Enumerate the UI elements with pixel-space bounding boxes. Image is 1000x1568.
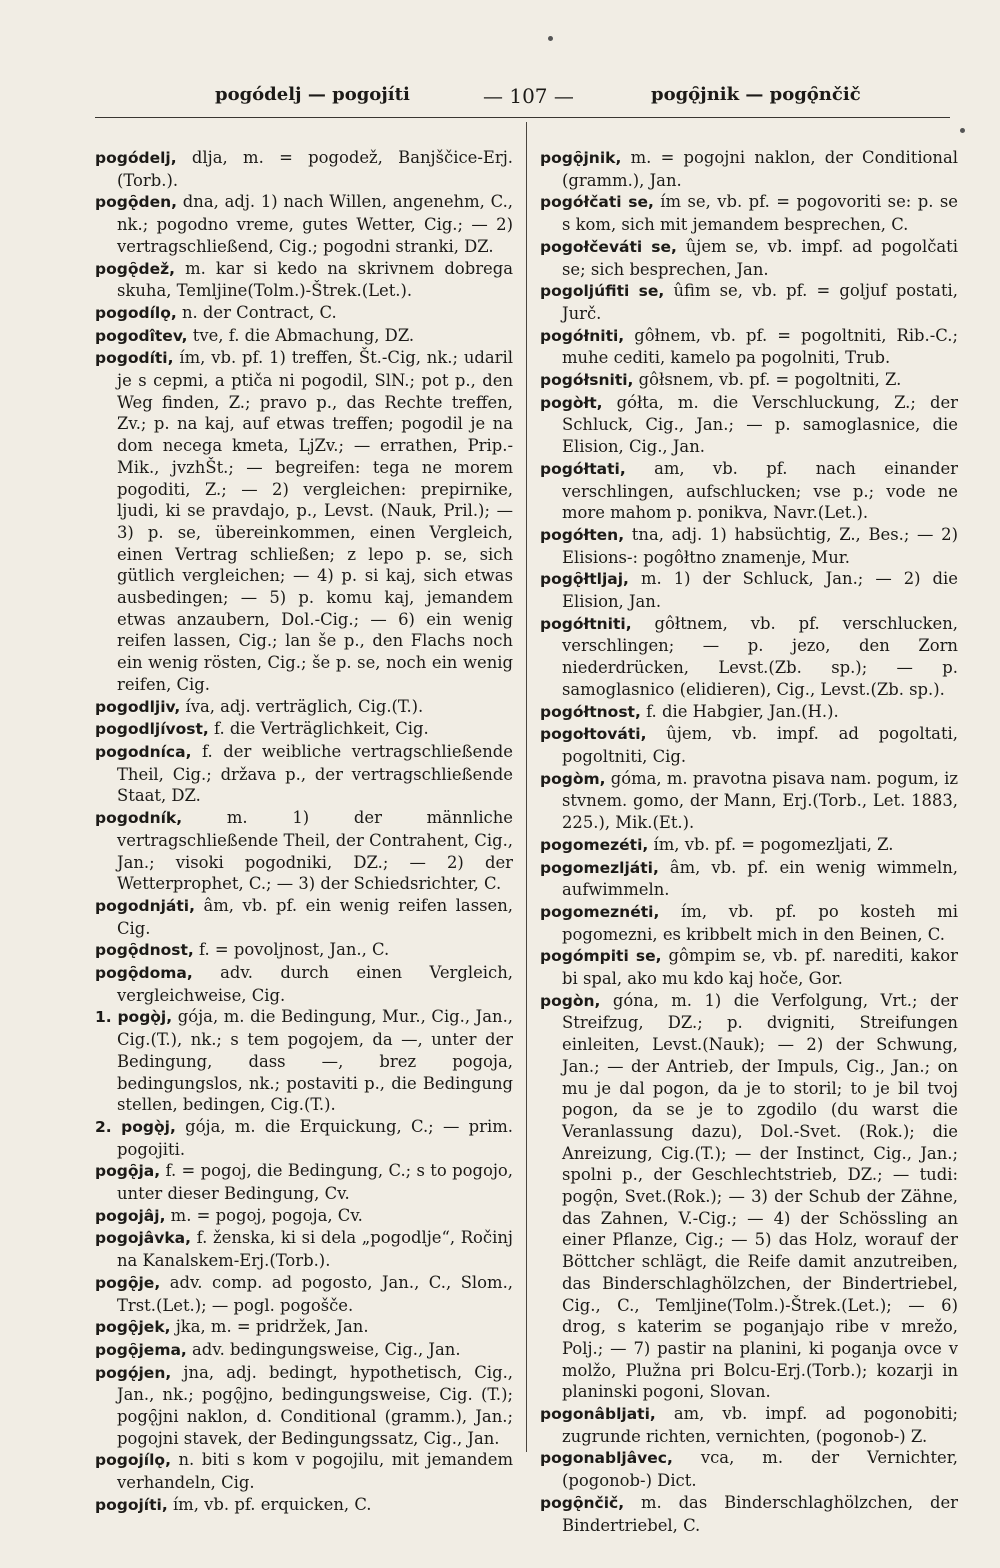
entry-headword: 1. pogǫ̀j, (95, 1008, 173, 1027)
entry-definition: gója, m. die Bedingung, Mur., Cig., Jan., Cig.(T.), nk.; s tem pogojem, da —, unter der Bedingung, dass —, brez pogoja, bedingungslos, nk.; postaviti p., die Bedingung stellen, bedingen, Cig.(T.). (117, 1007, 513, 1115)
entry-definition: góna, m. 1) die Verfolgung, Vrt.; der Streifzug, DZ.; p. dvigniti, Streifungen einleiten, Levst.(Nauk); — 2) der Schwung, Jan.; — der Antrieb, der Impuls, Cig., Jan.; on mu je dal pogon, da je to storil; to je bil tvoj pogon, da se je to zgodilo (du warst die Veranlassung dazu), Dol.-Svet. (Rok.); die Anreizung, Cig.(T.); — der Instinct, Cig., Jan.; spolni p., der Geschlechtstrieb, DZ.; — tudi: pogǫ̑n, Svet.(Rok.); — 3) der Schub der Zähne, das Zahnen, V.-Cig.; — 4) der Schössling an einer Pflanze, Cig.; — 5) das Holz, worauf der Böttcher schlägt, die Reife damit anzutreiben, das Binderschlaghölzchen, der Bindertriebel, Cig., C., Temljine(Tolm.)-Štrek.(Let.); — 6) drog, s katerim se poganjajo ribe v mrežo, Polj.; — 7) pastir na planini, ki poganja ovce v molžo, Plužna pri Bolcu-Erj.(Torb.); kozarji in planinski pogoni, Slovan. (562, 990, 958, 1402)
page-header (0, 84, 1000, 118)
entry-definition: adv. durch einen Vergleich, vergleichweise, Cig. (117, 963, 513, 1005)
entry-definition: ím, vb. pf. = pogomezljati, Z. (648, 834, 894, 854)
entry-definition: f. die Habgier, Jan.(H.). (640, 701, 839, 721)
entry-headword: pogodljiv, (95, 697, 181, 716)
entry-definition: m. 1) der männliche vertragschließende Theil, der Contrahent, Cig., Jan.; visoki pogodniki, DZ.; — 2) der Wetterprophet, C.; — 3) der Schiedsrichter, C. (117, 808, 513, 894)
entry-definition: vca, m. der Vernichter, (pogonob-) Dict. (562, 1448, 958, 1491)
entry-headword: pogǫ̑nčič, (540, 1493, 625, 1512)
dictionary-entry (95, 347, 513, 695)
dictionary-entry (95, 962, 513, 1006)
entry-headword: pogómpiti se, (540, 947, 662, 966)
dictionary-entry (540, 147, 958, 191)
entry-definition: ûfim se, vb. pf. = goljuf postati, Jurč. (562, 281, 958, 323)
entry-headword: pogǫ̑je, (95, 1273, 161, 1292)
entry-definition: m. = pogojni naklon, der Conditional (gramm.), Jan. (562, 148, 958, 190)
entry-headword: pogǫ̑dnost, (95, 941, 194, 960)
entry-headword: pogółtnost, (540, 702, 641, 721)
dictionary-entry (95, 741, 513, 807)
dictionary-entry (95, 302, 513, 325)
entry-headword: pogojíti, (95, 1495, 168, 1514)
entry-definition: adv. bedingungsweise, Cig., Jan. (186, 1339, 461, 1359)
entry-definition: ím, vb. pf. po kosteh mi pogomezni, es kribbelt mich in den Beinen, C. (562, 901, 958, 944)
entry-headword: pogòn, (540, 991, 601, 1010)
entry-definition: ím se, vb. pf. = pogovoriti se: p. se s kom, sich mit jemandem besprechen, C. (562, 192, 958, 235)
dictionary-entry (540, 236, 958, 280)
dictionary-entry (540, 392, 958, 458)
dictionary-entry (540, 834, 958, 857)
dictionary-entry (95, 1006, 513, 1116)
entry-definition: f. die Verträglichkeit, Cig. (208, 719, 429, 739)
entry-headword: pogółtati, (540, 459, 626, 478)
entry-definition: gója, m. die Erquickung, C.; — prim. pogojiti. (117, 1116, 513, 1159)
entry-headword: pogǫ́jen, (95, 1363, 172, 1382)
entry-headword: pogodíti, (95, 349, 174, 368)
entry-definition: tna, adj. 1) habsüchtig, Z., Bes.; — 2) Elisions-: pogôłtno znamenje, Mur. (562, 524, 958, 567)
dictionary-entry (95, 1205, 513, 1228)
entry-headword: pogǫ̑den, (95, 193, 178, 212)
dictionary-entry (540, 723, 958, 767)
entry-headword: pogojílǫ, (95, 1451, 171, 1470)
dictionary-entry (95, 147, 513, 191)
entry-headword: pogodîtev, (95, 326, 188, 345)
entry-headword: pogółsniti, (540, 371, 634, 390)
dictionary-entry (95, 258, 513, 302)
dictionary-entry (95, 718, 513, 741)
entry-headword: pogółčati se, (540, 193, 654, 212)
entry-definition: adv. comp. ad pogosto, Jan., C., Slom., Trst.(Let.); — pogl. pogošče. (117, 1272, 513, 1315)
entry-definition: gômpim se, vb. pf. narediti, kakor bi spal, ako mu kdo kaj hoče, Gor. (562, 946, 958, 989)
entry-headword: pogojâj, (95, 1206, 166, 1225)
dictionary-entry (540, 701, 958, 724)
entry-headword: pogǫ̑jnik, (540, 149, 622, 167)
entry-headword: pogǫ̑ja, (95, 1162, 161, 1181)
entry-headword: pogǫ̑doma, (95, 964, 193, 983)
entry-definition: n. der Contract, C. (176, 302, 337, 322)
entry-definition: m. das Binderschlaghölzchen, der Bindertriebel, C. (562, 1492, 958, 1535)
left-column (95, 147, 513, 1517)
entry-definition: âm, vb. pf. ein wenig reifen lassen, Cig. (117, 895, 513, 938)
entry-definition: f. = pogoj, die Bedingung, C.; s to pogojo, unter dieser Bedingung, Cv. (117, 1161, 513, 1204)
entry-headword: pogonabljâvec, (540, 1449, 673, 1468)
entry-definition: dlja, m. = pogodež, Banjščice-Erj. (Torb.). (117, 148, 513, 190)
entry-headword: pogoljúfiti se, (540, 282, 665, 301)
dictionary-entry (540, 325, 958, 369)
entry-definition: ûjem se, vb. impf. ad pogolčati se; sich besprechen, Jan. (562, 236, 958, 279)
entry-definition: jna, adj. bedingt, hypothetisch, Cig., Jan., nk.; pogǫ̑jno, bedingungsweise, Cig. (T.); pogǫ̑jni naklon, d. Conditional (gramm.), Jan.; pogojni stavek, der Bedingungssatz, Cig., Jan. (117, 1362, 513, 1448)
entry-headword: pogǫ̑jek, (95, 1318, 171, 1337)
entry-definition: gôłnem, vb. pf. = pogoltniti, Rib.-C.; muhe cediti, kamelo pa pogolniti, Trub. (562, 325, 958, 368)
print-speck (548, 36, 553, 41)
dictionary-entry (540, 568, 958, 612)
entry-headword: pogodníca, (95, 742, 192, 761)
header-rule (95, 117, 950, 118)
entry-definition: íva, adj. verträglich, Cig.(T.). (180, 696, 424, 716)
dictionary-entry (95, 191, 513, 257)
entry-headword: pogołčeváti se, (540, 237, 677, 256)
entry-headword: pogomezéti, (540, 835, 649, 854)
dictionary-entry (95, 939, 513, 962)
entry-headword: pogódelj, (95, 149, 177, 167)
dictionary-entry (540, 768, 958, 834)
entry-definition: m. 1) der Schluck, Jan.; — 2) die Elision, Jan. (562, 569, 958, 612)
entry-headword: 2. pogǫ̀j, (95, 1117, 176, 1136)
dictionary-entry (540, 524, 958, 568)
entry-headword: pogołtováti, (540, 725, 647, 744)
entry-definition: am, vb. pf. nach einander verschlingen, aufschlucken; vse p.; vode ne more mahom p. ponikva, Navr.(Let.). (562, 458, 958, 523)
entry-definition: m. kar si kedo na skrivnem dobrega skuha, Temljine(Tolm.)-Štrek.(Let.). (117, 258, 513, 301)
dictionary-entry (540, 458, 958, 524)
entry-headword: pogomeznéti, (540, 902, 660, 921)
column-divider (526, 122, 527, 1452)
right-column (540, 147, 958, 1536)
entry-definition: f. der weibliche vertragschließende Theil, Cig.; država p., der vertragschließende Staat, DZ. (117, 741, 513, 806)
dictionary-entry (540, 369, 958, 392)
dictionary-entry (95, 1116, 513, 1160)
entry-headword: pogółniti, (540, 326, 625, 345)
entry-definition: dna, adj. 1) nach Willen, angenehm, C., nk.; pogodno vreme, gutes Wetter, Cig.; — 2) vertragschließend, Cig.; pogodni stranki, DZ. (117, 192, 513, 256)
entry-headword: pogodílǫ, (95, 303, 177, 322)
dictionary-entry (95, 1160, 513, 1204)
header-right-guideword: pogǫ̑jnik — pogǫ̑nčič (651, 84, 861, 105)
entry-definition: góma, m. pravotna pisava nam. pogum, iz stvnem. gomo, der Mann, Erj.(Torb., Let. 1883, 225.), Mik.(Et.). (562, 768, 958, 833)
entry-headword: pogǫ̑dež, (95, 259, 176, 278)
entry-definition: ím, vb. pf. erquicken, C. (167, 1494, 372, 1514)
dictionary-entry (540, 1447, 958, 1491)
entry-definition: âm, vb. pf. ein wenig wimmeln, aufwimmeln. (562, 857, 958, 900)
entry-definition: tve, f. die Abmachung, DZ. (187, 325, 415, 345)
entry-headword: pogǫ̑łtljaj, (540, 570, 629, 589)
entry-headword: pogodnjáti, (95, 896, 196, 915)
entry-headword: pogodník, (95, 809, 183, 828)
entry-definition: jka, m. = pridržek, Jan. (170, 1317, 369, 1337)
entry-definition: f. ženska, ki si dela „pogodlje“, Ročinj na Kanalskem-Erj.(Torb.). (117, 1228, 513, 1271)
dictionary-entry (95, 1494, 513, 1517)
entry-headword: pogòłt, (540, 393, 603, 412)
dictionary-entry (95, 325, 513, 348)
dictionary-entry (540, 945, 958, 989)
entry-definition: n. biti s kom v pogojilu, mit jemandem verhandeln, Cig. (117, 1450, 513, 1493)
entry-headword: pogomezljáti, (540, 858, 659, 877)
dictionary-entry (95, 1227, 513, 1271)
dictionary-entry (95, 696, 513, 719)
dictionary-entry (540, 1403, 958, 1447)
dictionary-entry (95, 1339, 513, 1362)
dictionary-entry (95, 1449, 513, 1493)
dictionary-entry (540, 990, 958, 1403)
dictionary-entry (95, 1272, 513, 1316)
header-left-guideword: pogódelj — pogojíti (215, 84, 410, 105)
dictionary-entry (540, 901, 958, 945)
entry-definition: am, vb. impf. ad pogonobiti; zugrunde richten, vernichten, (pogonob-) Z. (562, 1404, 958, 1446)
entry-definition: ûjem, vb. impf. ad pogoltati, pogoltniti, Cig. (562, 724, 958, 766)
dictionary-entry (540, 280, 958, 324)
dictionary-entry (540, 857, 958, 901)
entry-headword: pogòm, (540, 769, 606, 788)
dictionary-entry (95, 1316, 513, 1339)
page-number: — 107 — (483, 84, 574, 108)
dictionary-entry (540, 191, 958, 235)
entry-headword: pogǫ̑jema, (95, 1340, 187, 1359)
dictionary-entry (95, 1362, 513, 1450)
entry-headword: pogółten, (540, 525, 625, 544)
entry-definition: f. = povoljnost, Jan., C. (193, 940, 390, 960)
dictionary-entry (540, 1492, 958, 1536)
entry-definition: gôłsnem, vb. pf. = pogoltniti, Z. (633, 370, 902, 390)
entry-definition: gółta, m. die Verschluckung, Z.; der Schluck, Cig., Jan.; — p. samoglasnice, die Elision, Cig., Jan. (562, 392, 958, 457)
entry-headword: pogodljívost, (95, 720, 209, 739)
entry-headword: pogółtniti, (540, 614, 632, 633)
dictionary-entry (95, 807, 513, 895)
entry-definition: ím, vb. pf. 1) treffen, Št.-Cig, nk.; udaril je s cepmi, a ptiča ni pogodil, SlN.; pot p., den Weg finden, Z.; pravo p., das Rechte treffen, Zv.; p. na kaj, auf etwas treffen; pogodil je na dom necega kmeta, LjZv.; — errathen, Prip.-Mik., jvzhŠt.; — begreifen: tega ne morem pogoditi, Z.; — 2) vergleichen: prepirnike, ljudi, ki se pravdajo, p., Levst. (Nauk, Pril.); — 3) p. se, übereinkommen, einen Vergleich, einen Vertrag schließen; z lepo p. se, sich gütlich vergleichen; — 4) p. si kaj, sich etwas ausbedingen; — 5) p. komu kaj, jemandem etwas anzaubern, Dol.-Cig.; — 6) ein wenig reifen lassen, Cig.; lan še p., den Flachs noch ein wenig rösten, Cig.; še p. se, noch ein wenig reifen, Cig. (117, 348, 513, 694)
print-speck (960, 128, 965, 133)
entry-headword: pogonâbljati, (540, 1405, 656, 1424)
dictionary-entry (540, 613, 958, 701)
entry-definition: m. = pogoj, pogoja, Cv. (165, 1205, 363, 1225)
dictionary-entry (95, 895, 513, 939)
entry-definition: gôłtnem, vb. pf. verschlucken, verschlingen; — p. jezo, den Zorn niederdrücken, Levst.(Zb. sp.); — p. samoglasnico (elidieren), Cig., Levst.(Zb. sp.). (562, 613, 958, 699)
entry-headword: pogojâvka, (95, 1229, 192, 1248)
